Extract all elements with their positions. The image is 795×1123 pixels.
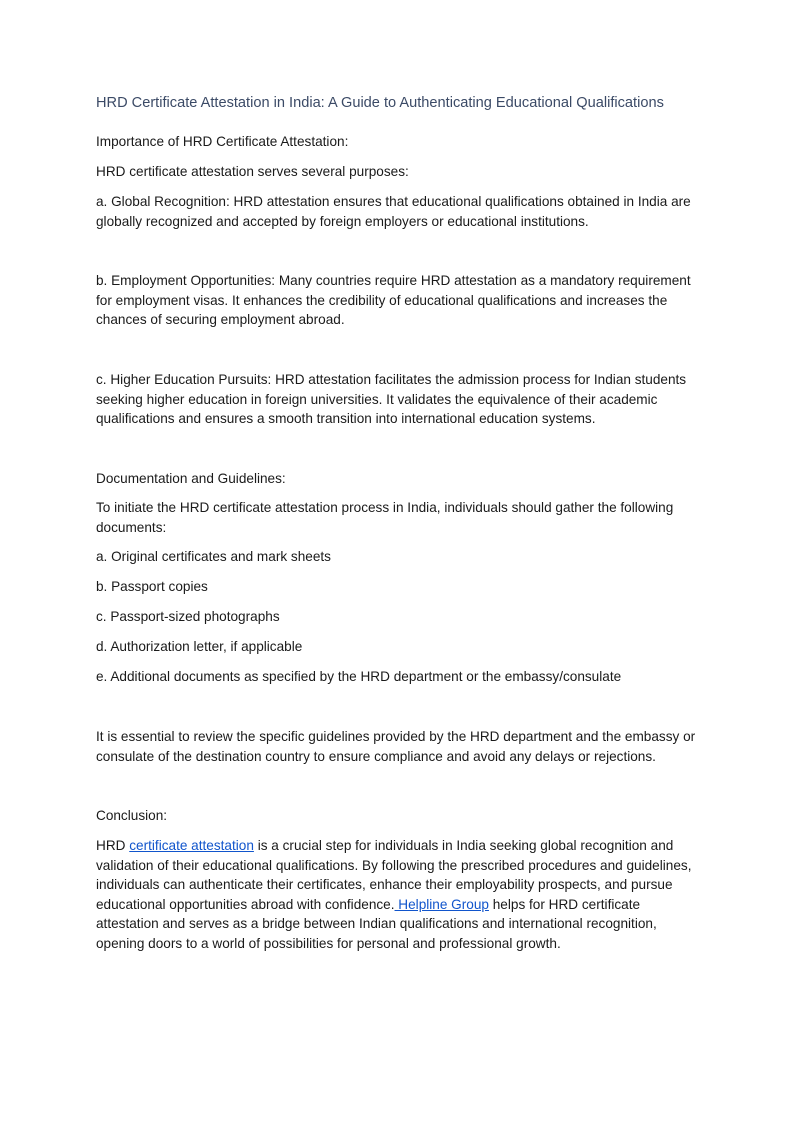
conclusion-text: HRD <box>96 838 130 853</box>
purpose-higher-education: c. Higher Education Pursuits: HRD attestation facilitates the admission process for Indian students seeking higher education in foreign universities. It validates the equivalence of their academic qualifications and ensures a smooth transition into international education systems. <box>96 372 687 426</box>
importance-heading: Importance of HRD Certificate Attestation: <box>96 134 349 149</box>
document-item: a. Original certificates and mark sheets <box>96 549 331 564</box>
purposes-intro: HRD certificate attestation serves several purposes: <box>96 164 409 179</box>
document-item: d. Authorization letter, if applicable <box>96 639 303 654</box>
conclusion-text: helps for HRD certificate attestation and serves as a bridge between Indian qualifications and international recognition, opening doors to a world of possibilities for personal and professional growth. <box>96 896 657 951</box>
document-item: b. Passport copies <box>96 579 208 594</box>
purpose-employment: b. Employment Opportunities: Many countries require HRD attestation as a mandatory requirement for employment visas. It enhances the credibility of educational qualifications and increases the chances of securing employment abroad. <box>96 273 691 327</box>
conclusion-text: is a crucial step for individuals in India seeking global recognition and validation of their educational qualifications. By following the prescribed procedures and guidelines, individuals can authenticate their certificates, enhance their employability prospects, and pursue educational opportunities abroad with confidence. <box>96 838 692 912</box>
certificate-attestation-link[interactable]: certificate attestation <box>129 838 254 853</box>
document-item: e. Additional documents as specified by the HRD department or the embassy/consulate <box>96 669 622 684</box>
document-item: c. Passport-sized photographs <box>96 609 280 624</box>
documentation-heading: Documentation and Guidelines: <box>96 471 286 486</box>
purpose-global-recognition: a. Global Recognition: HRD attestation ensures that educational qualifications obtained in India are globally recognized and accepted by foreign employers or educational institutions. <box>96 194 691 229</box>
documentation-intro: To initiate the HRD certificate attestation process in India, individuals should gather the following documents: <box>96 500 674 535</box>
conclusion-heading: Conclusion: <box>96 808 168 823</box>
guidelines-note: It is essential to review the specific guidelines provided by the HRD department and the embassy or consulate of the destination country to ensure compliance and avoid any delays or rejections. <box>96 729 696 764</box>
document-title: HRD Certificate Attestation in India: A Guide to Authenticating Educational Qualifications <box>96 95 664 111</box>
helpline-group-link[interactable]: Helpline Group <box>394 896 489 912</box>
conclusion-paragraph <box>96 836 696 953</box>
